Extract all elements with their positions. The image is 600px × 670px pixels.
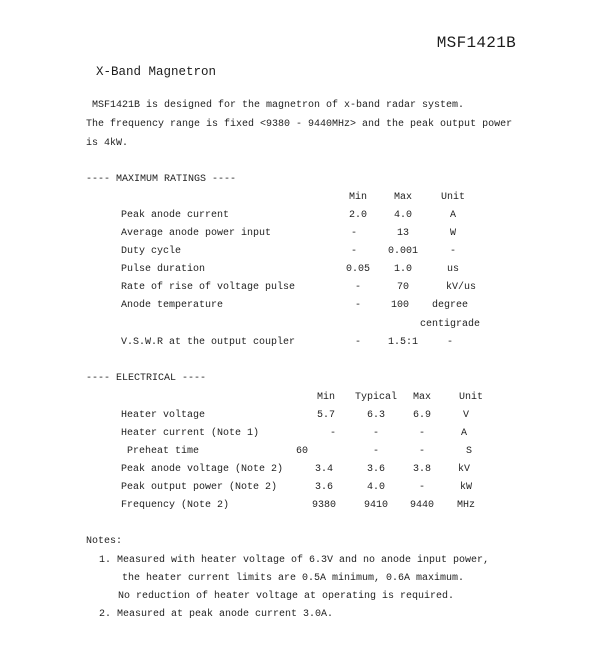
electrical-col-unit: Unit xyxy=(458,392,483,403)
electrical-row-label: Heater current (Note 1) xyxy=(121,428,260,439)
max-ratings-row-label: Duty cycle xyxy=(121,246,182,257)
max-ratings-row-label: Anode temperature xyxy=(121,300,224,311)
max-ratings-row-label: V.S.W.R at the output coupler xyxy=(121,337,296,348)
max-ratings-row-max: 70 xyxy=(396,282,409,293)
electrical-row-min: 5.7 xyxy=(316,410,335,421)
max-ratings-row-unit-continued: centigrade xyxy=(419,319,480,330)
electrical-row-label: Peak anode voltage (Note 2) xyxy=(121,464,284,475)
electrical-row-unit: S xyxy=(465,446,472,457)
note-2-line-1: 2. Measured at peak anode current 3.0A. xyxy=(99,609,334,620)
max-ratings-row-max: 100 xyxy=(390,300,409,311)
electrical-row-typical: 6.3 xyxy=(366,410,385,421)
max-ratings-heading: ---- MAXIMUM RATINGS ---- xyxy=(86,174,237,185)
electrical-row-label: Preheat time xyxy=(121,446,200,457)
max-ratings-row-min: 2.0 xyxy=(348,210,367,221)
max-ratings-row-max: 1.0 xyxy=(393,264,412,275)
max-ratings-row-min: 0.05 xyxy=(345,264,370,275)
max-ratings-row-max: 13 xyxy=(396,228,409,239)
electrical-row-typical: - xyxy=(372,428,379,439)
intro-line-1: MSF1421B is designed for the magnetron of x-band radar system. xyxy=(86,100,465,111)
electrical-row-label: Peak output power (Note 2) xyxy=(121,482,278,493)
max-ratings-row-min: - xyxy=(354,300,361,311)
max-ratings-row-min: - xyxy=(350,228,357,239)
max-ratings-col-min: Min xyxy=(348,192,367,203)
electrical-row-typical: 9410 xyxy=(363,500,388,511)
max-ratings-row-max: 0.001 xyxy=(387,246,418,257)
electrical-row-max: - xyxy=(418,446,425,457)
max-ratings-col-unit: Unit xyxy=(440,192,465,203)
electrical-row-min: 3.4 xyxy=(314,464,333,475)
electrical-row-max: 3.8 xyxy=(412,464,431,475)
max-ratings-row-unit: degree xyxy=(431,300,468,311)
electrical-row-unit: A xyxy=(460,428,467,439)
electrical-row-min: 9380 xyxy=(311,500,336,511)
max-ratings-row-unit: W xyxy=(449,228,456,239)
max-ratings-row-max: 1.5:1 xyxy=(387,337,418,348)
max-ratings-row-unit: A xyxy=(449,210,456,221)
electrical-row-unit: V xyxy=(462,410,469,421)
electrical-row-min: 3.6 xyxy=(314,482,333,493)
max-ratings-row-label: Pulse duration xyxy=(121,264,206,275)
electrical-row-label: Heater voltage xyxy=(121,410,206,421)
max-ratings-row-label: Average anode power input xyxy=(121,228,272,239)
max-ratings-row-label: Rate of rise of voltage pulse xyxy=(121,282,296,293)
electrical-row-max: - xyxy=(418,482,425,493)
max-ratings-row-min: - xyxy=(350,246,357,257)
max-ratings-row-unit: us xyxy=(446,264,459,275)
electrical-col-min: Min xyxy=(316,392,335,403)
part-number-title: MSF1421B xyxy=(436,34,516,52)
max-ratings-row-max: 4.0 xyxy=(393,210,412,221)
intro-line-3: is 4kW. xyxy=(86,138,129,149)
max-ratings-row-unit: kV/us xyxy=(445,282,476,293)
electrical-row-min: - xyxy=(329,428,336,439)
max-ratings-row-unit: - xyxy=(446,337,453,348)
electrical-row-typical: - xyxy=(372,446,379,457)
notes-heading: Notes: xyxy=(86,536,123,547)
note-1-line-2: the heater current limits are 0.5A minimum, 0.6A maximum. xyxy=(122,573,465,584)
max-ratings-col-max: Max xyxy=(393,192,412,203)
product-name-subtitle: X-Band Magnetron xyxy=(96,65,217,79)
electrical-row-typical: 3.6 xyxy=(366,464,385,475)
electrical-col-typical: Typical xyxy=(354,392,397,403)
max-ratings-row-label: Peak anode current xyxy=(121,210,230,221)
intro-line-2: The frequency range is fixed <9380 - 9440MHz> and the peak output power xyxy=(86,119,513,130)
electrical-row-unit: kV xyxy=(457,464,470,475)
max-ratings-row-unit: - xyxy=(449,246,456,257)
electrical-row-min: 60 xyxy=(295,446,308,457)
note-1-line-3: No reduction of heater voltage at operating is required. xyxy=(118,591,455,602)
electrical-heading: ---- ELECTRICAL ---- xyxy=(86,373,207,384)
electrical-row-max: 6.9 xyxy=(412,410,431,421)
note-1-line-1: 1. Measured with heater voltage of 6.3V and no anode input power, xyxy=(99,555,490,566)
electrical-row-unit: kW xyxy=(459,482,472,493)
max-ratings-row-min: - xyxy=(354,282,361,293)
max-ratings-row-min: - xyxy=(354,337,361,348)
electrical-row-unit: MHz xyxy=(456,500,475,511)
electrical-row-max: - xyxy=(418,428,425,439)
electrical-col-max: Max xyxy=(412,392,431,403)
electrical-row-label: Frequency (Note 2) xyxy=(121,500,230,511)
electrical-row-max: 9440 xyxy=(409,500,434,511)
electrical-row-typical: 4.0 xyxy=(366,482,385,493)
